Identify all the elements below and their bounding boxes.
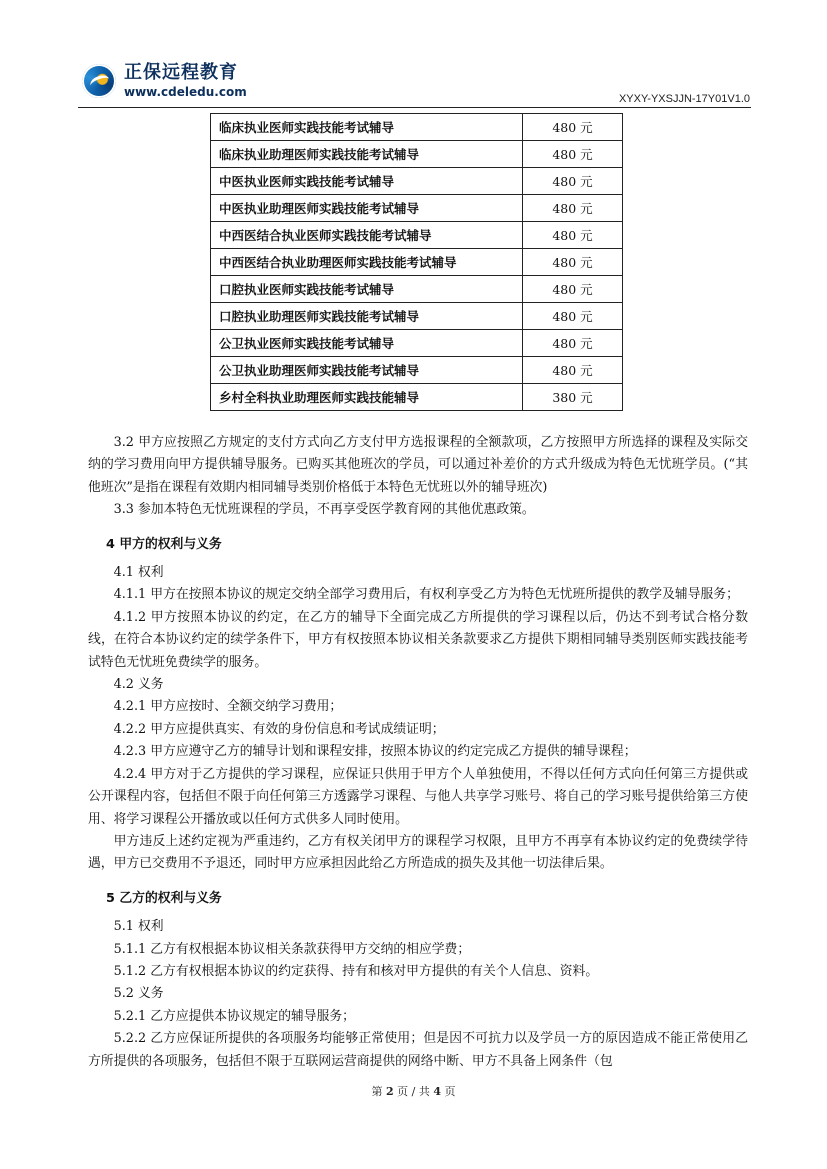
breach-clause: 甲方违反上述约定视为严重违约，乙方有权关闭甲方的课程学习权限，且甲方不再享有本协议约定的免费续学待遇，甲方已交费用不予退还，同时甲方应承担因此给乙方所造成的损失及其他一切法律后果。 bbox=[88, 833, 748, 872]
clause-4-2-2: 4.2.2 甲方应提供真实、有效的身份信息和考试成绩证明； bbox=[113, 721, 445, 737]
course-price: 480 元 bbox=[523, 222, 623, 249]
course-name: 公卫执业医师实践技能考试辅导 bbox=[211, 330, 523, 357]
clause-5-2-2: 5.2.2 乙方应保证所提供的各项服务均能够正常使用；但是因不可抗力以及学员一方的原因造成不能正常使用乙方所提供的各项服务，包括但不限于互联网运营商提供的网络中断、甲方不具备上网条件（包 bbox=[88, 1031, 748, 1069]
fee-row bbox=[211, 330, 623, 357]
page-footer bbox=[0, 1083, 827, 1099]
course-price: 380 元 bbox=[523, 384, 623, 411]
fee-row bbox=[211, 249, 623, 276]
course-price: 480 元 bbox=[523, 276, 623, 303]
fee-row bbox=[211, 222, 623, 249]
footer-mid: 页 / 共 bbox=[397, 1085, 430, 1098]
course-price: 480 元 bbox=[523, 195, 623, 222]
clause-4-2: 4.2 义务 bbox=[113, 677, 164, 693]
clause-4-1: 4.1 权利 bbox=[113, 565, 164, 581]
course-price: 480 元 bbox=[523, 141, 623, 168]
clause-4-1-2: 4.1.2 甲方按照本协议的约定，在乙方的辅导下全面完成乙方所提供的学习课程以后，仍达不到考试合格分数线，在符合本协议约定的续学条件下，甲方有权按照本协议相关条款要求乙方提供下期相同辅导类别医师实践技能考试特色无忧班免费续学的服务。 bbox=[88, 609, 748, 670]
clause-3-3: 3.3 参加本特色无忧班课程的学员，不再享受医学教育网的其他优惠政策。 bbox=[113, 502, 535, 518]
footer-suffix: 页 bbox=[444, 1085, 456, 1098]
section-5-title: 5 乙方的权利与义务 bbox=[106, 890, 222, 906]
total-pages: 4 bbox=[433, 1085, 441, 1098]
course-name: 中医执业医师实践技能考试辅导 bbox=[211, 168, 523, 195]
course-name: 中西医结合执业医师实践技能考试辅导 bbox=[211, 222, 523, 249]
footer-prefix: 第 bbox=[371, 1085, 383, 1098]
header-divider bbox=[78, 107, 751, 108]
fee-row bbox=[211, 357, 623, 384]
clause-5-2: 5.2 义务 bbox=[113, 986, 164, 1002]
clause-5-2-1: 5.2.1 乙方应提供本协议规定的辅导服务； bbox=[113, 1008, 355, 1024]
course-price: 480 元 bbox=[523, 114, 623, 141]
fee-row bbox=[211, 168, 623, 195]
document-code: XYXY-YXSJJN-17Y01V1.0 bbox=[618, 93, 750, 105]
course-name: 临床执业医师实践技能考试辅导 bbox=[211, 114, 523, 141]
course-name: 临床执业助理医师实践技能考试辅导 bbox=[211, 141, 523, 168]
clause-4-1-1: 4.1.1 甲方在按照本协议的规定交纳全部学习费用后，有权利享受乙方为特色无忧班所提供的教学及辅导服务； bbox=[113, 587, 739, 603]
fee-row bbox=[211, 195, 623, 222]
clause-4-2-4: 4.2.4 甲方对于乙方提供的学习课程，应保证只供用于甲方个人单独使用，不得以任何方式向任何第三方提供或公开课程内容，包括但不限于向任何第三方透露学习课程、与他人共享学习账号、将自己的学习账号提供给第三方使用、将学习课程公开播放或以任何方式供多人同时使用。 bbox=[88, 766, 748, 827]
course-name: 公卫执业助理医师实践技能考试辅导 bbox=[211, 357, 523, 384]
course-price: 480 元 bbox=[523, 249, 623, 276]
fee-row bbox=[211, 141, 623, 168]
course-name: 口腔执业医师实践技能考试辅导 bbox=[211, 276, 523, 303]
fee-row bbox=[211, 114, 623, 141]
logo-name: 正保远程教育 bbox=[124, 62, 238, 83]
fee-table bbox=[210, 113, 623, 411]
logo-url: www.cdeledu.com bbox=[124, 85, 247, 99]
agreement-body bbox=[88, 432, 748, 1073]
clause-5-1-1: 5.1.1 乙方有权根据本协议相关条款获得甲方交纳的相应学费； bbox=[113, 941, 471, 957]
clause-3-2: 3.2 甲方应按照乙方规定的支付方式向乙方支付甲方选报课程的全额款项，乙方按照甲方所选择的课程及实际交纳的学习费用向甲方提供辅导服务。已购买其他班次的学员，可以通过补差价的方式升级成为特色无忧班学员。(“其他班次”是指在课程有效期内相同辅导类别价格低于本特色无忧班以外的辅导班次) bbox=[88, 435, 748, 495]
brand-logo bbox=[82, 60, 247, 102]
clause-5-1-2: 5.1.2 乙方有权根据本协议的约定获得、持有和核对甲方提供的有关个人信息、资料。 bbox=[113, 963, 599, 979]
course-name: 乡村全科执业助理医师实践技能辅导 bbox=[211, 384, 523, 411]
course-price: 480 元 bbox=[523, 168, 623, 195]
section-4-title: 4 甲方的权利与义务 bbox=[106, 536, 222, 552]
current-page: 2 bbox=[385, 1085, 394, 1098]
course-name: 中医执业助理医师实践技能考试辅导 bbox=[211, 195, 523, 222]
fee-row bbox=[211, 384, 623, 411]
course-price: 480 元 bbox=[523, 303, 623, 330]
course-price: 480 元 bbox=[523, 357, 623, 384]
course-name: 口腔执业助理医师实践技能考试辅导 bbox=[211, 303, 523, 330]
clause-4-2-1: 4.2.1 甲方应按时、全额交纳学习费用； bbox=[113, 699, 343, 715]
clause-4-2-3: 4.2.3 甲方应遵守乙方的辅导计划和课程安排，按照本协议的约定完成乙方提供的辅导课程； bbox=[113, 744, 637, 760]
clause-5-1: 5.1 权利 bbox=[113, 919, 164, 935]
fee-row bbox=[211, 276, 623, 303]
course-price: 480 元 bbox=[523, 330, 623, 357]
fee-row bbox=[211, 303, 623, 330]
logo-emblem-icon bbox=[82, 64, 116, 98]
course-name: 中西医结合执业助理医师实践技能考试辅导 bbox=[211, 249, 523, 276]
